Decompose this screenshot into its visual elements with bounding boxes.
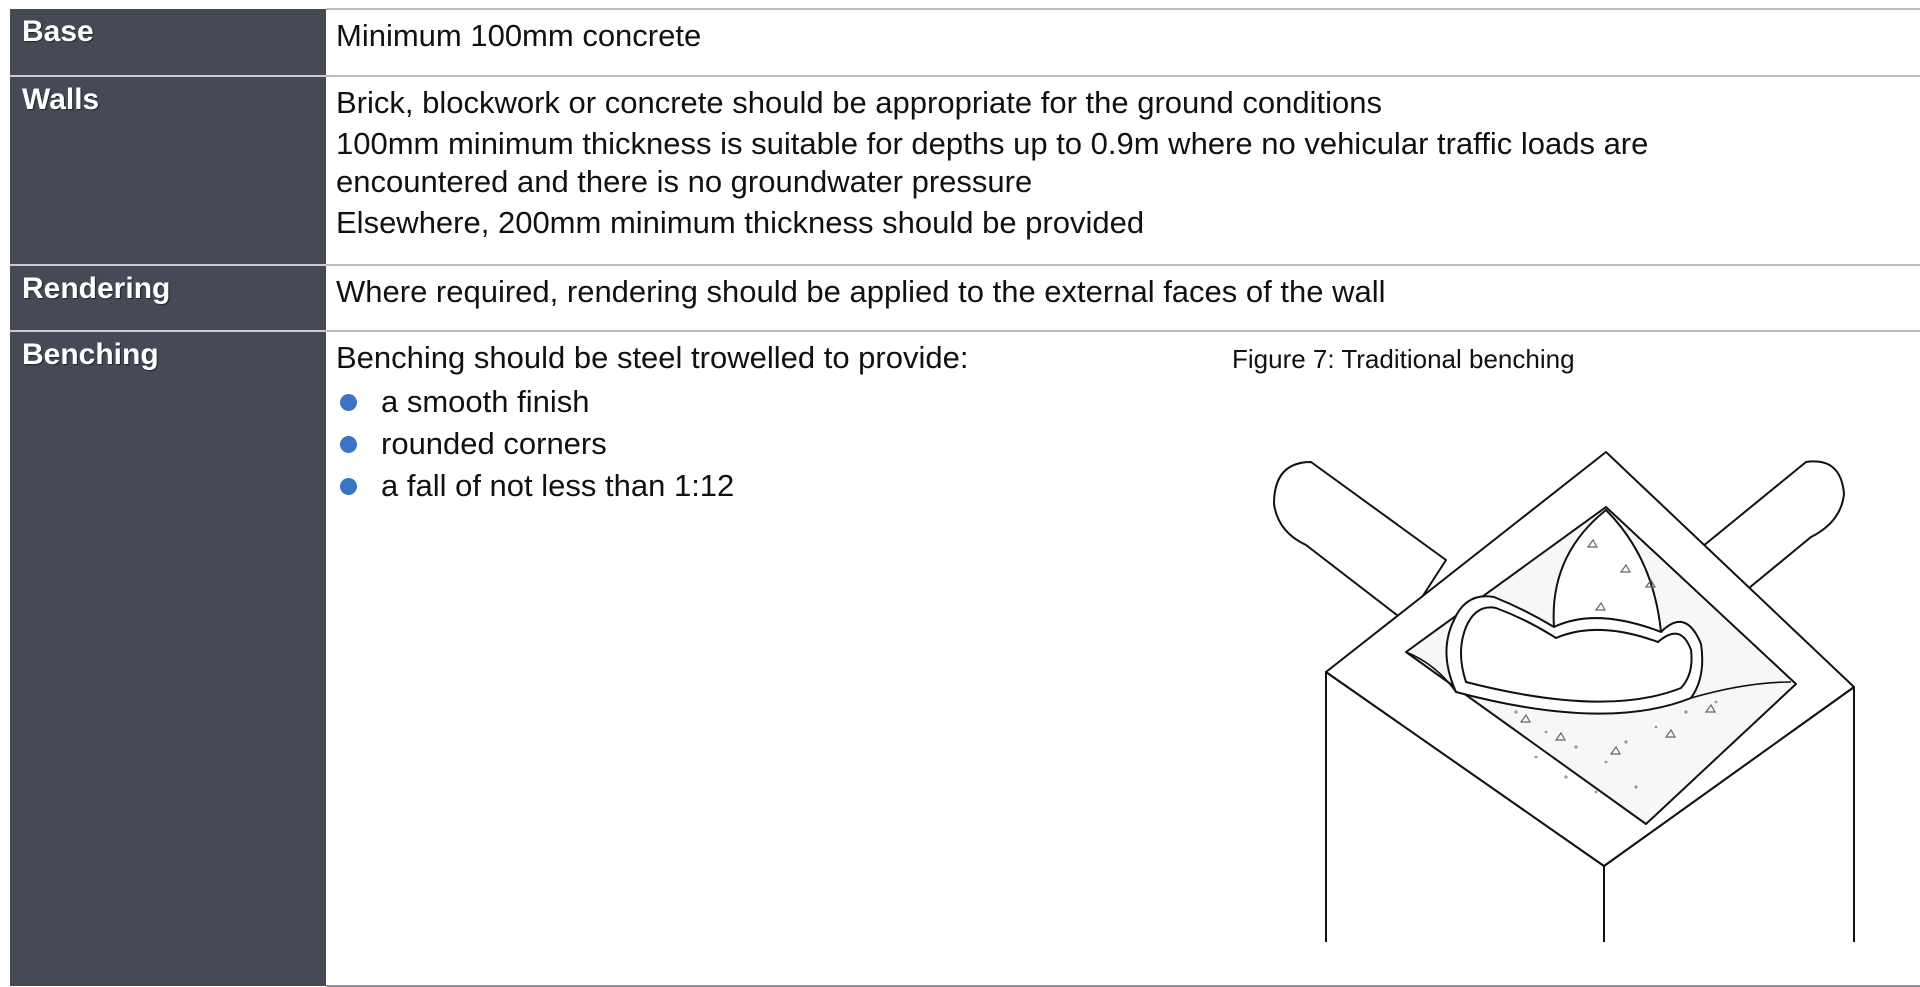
bullet-text: a fall of not less than 1:12 [381,468,735,503]
row-value-walls [326,76,1920,265]
row-value-base: Minimum 100mm concrete [326,9,1920,76]
bullet-text: rounded corners [381,426,607,461]
row-value-rendering: Where required, rendering should be applied to the external faces of the wall [326,265,1920,331]
row-value-benching [326,331,1920,986]
bullet-dot-icon [340,478,357,495]
specification-table [10,8,1920,987]
walls-line-1: Brick, blockwork or concrete should be appropriate for the ground conditions [336,85,1382,120]
figure-caption: Figure 7: Traditional benching [1232,344,1575,374]
table-row-walls [10,76,1920,265]
row-label-benching: Benching [10,331,326,986]
walls-line-4: Elsewhere, 200mm minimum thickness should be provided [336,205,1145,240]
table-row-benching [10,331,1920,986]
benching-intro: Benching should be steel trowelled to provide: [336,340,969,375]
table-row-rendering [10,265,1920,331]
bullet-dot-icon [340,394,357,411]
walls-line-2: 100mm minimum thickness is suitable for depths up to 0.9m where no vehicular traffic loads are [336,126,1649,161]
row-label-base: Base [10,9,326,76]
table-row-base [10,9,1920,76]
benching-illustration [1266,382,1856,942]
bullet-text: a smooth finish [381,384,590,419]
bullet-dot-icon [340,436,357,453]
row-label-rendering: Rendering [10,265,326,331]
row-label-walls: Walls [10,76,326,265]
walls-line-3: encountered and there is no groundwater pressure [336,164,1033,199]
